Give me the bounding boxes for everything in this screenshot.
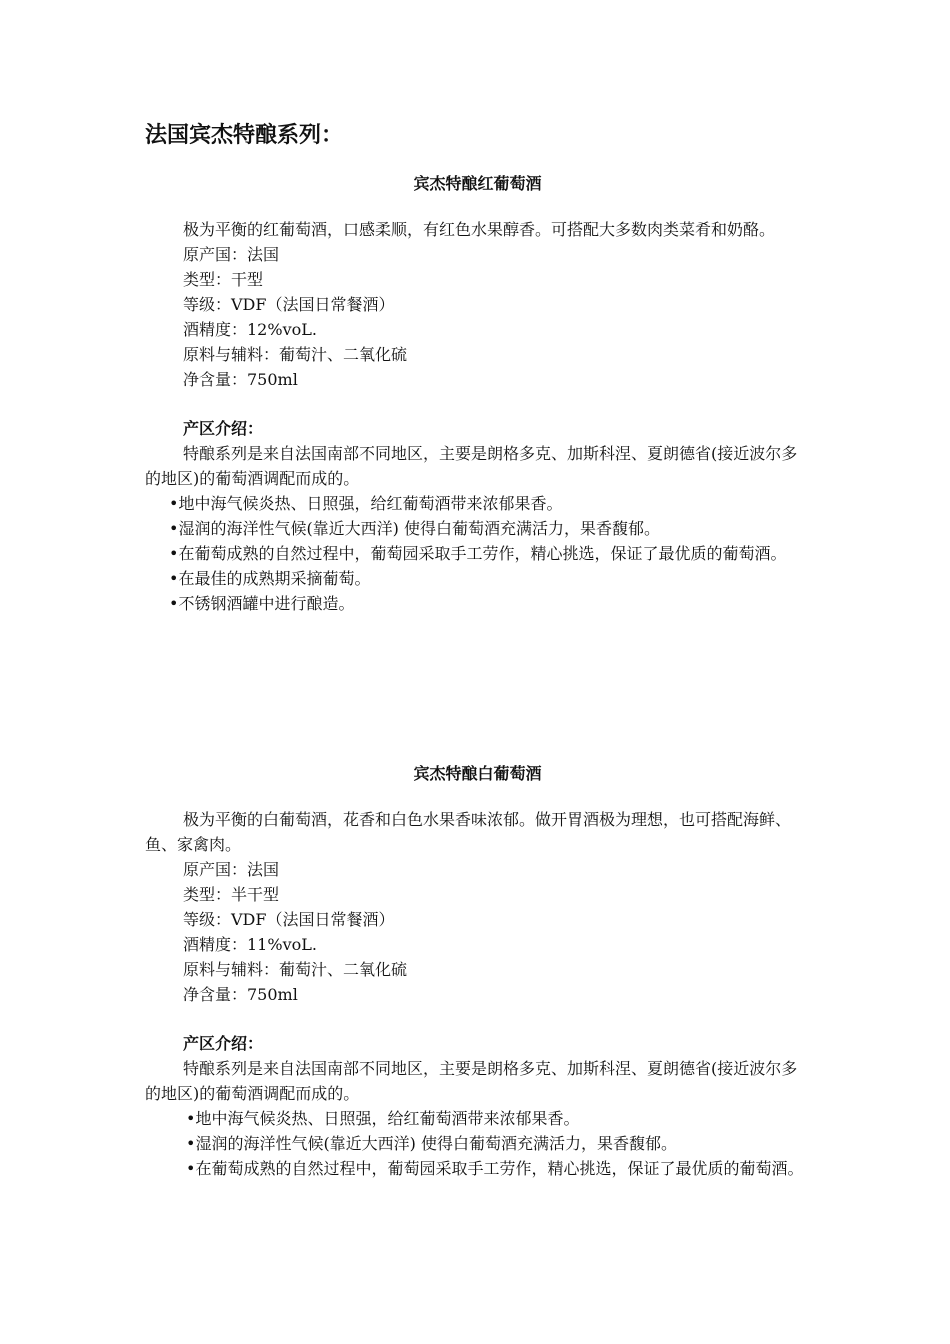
spec-ingredients: 原料与辅料：葡萄汁、二氧化硫 [183,345,408,364]
region-bullet: •不锈钢酒罐中进行酿造。 [169,594,355,613]
product-description: 极为平衡的红葡萄酒，口感柔顺，有红色水果醇香。可搭配大多数肉类菜肴和奶酪。 [183,220,776,239]
region-heading: 产区介绍： [183,419,264,438]
product-title: 宾杰特酿红葡萄酒 [413,174,542,193]
region-heading: 产区介绍： [183,1034,264,1053]
spec-origin: 原产国：法国 [183,860,280,879]
spec-grade: 等级：VDF（法国日常餐酒） [183,910,395,929]
product-section-red [145,172,810,616]
region-bullet: •湿润的海洋性气候(靠近大西洋) 使得白葡萄酒充满活力，果香馥郁。 [186,1134,678,1153]
spec-grade: 等级：VDF（法国日常餐酒） [183,295,395,314]
spec-ingredients: 原料与辅料：葡萄汁、二氧化硫 [183,960,408,979]
product-description: 极为平衡的白葡萄酒，花香和白色水果香味浓郁。做开胃酒极为理想，也可搭配海鲜、鱼、家禽肉。 [145,810,792,854]
product-title: 宾杰特酿白葡萄酒 [413,764,542,783]
region-intro: 特酿系列是来自法国南部不同地区，主要是朗格多克、加斯科涅、夏朗德省(接近波尔多的地区)的葡萄酒调配而成的。 [145,444,798,488]
spec-type: 类型：干型 [183,270,264,289]
region-bullet: •湿润的海洋性气候(靠近大西洋) 使得白葡萄酒充满活力，果香馥郁。 [169,519,661,538]
region-bullet: •在葡萄成熟的自然过程中，葡萄园采取手工劳作，精心挑选，保证了最优质的葡萄酒。 [186,1159,804,1178]
spec-alcohol: 酒精度：12%voL. [183,320,317,339]
spec-volume: 净含量：750ml [183,985,298,1004]
spec-volume: 净含量：750ml [183,370,298,389]
document-title: 法国宾杰特酿系列： [145,123,344,148]
region-bullet: •地中海气候炎热、日照强，给红葡萄酒带来浓郁果香。 [186,1109,580,1128]
region-intro: 特酿系列是来自法国南部不同地区，主要是朗格多克、加斯科涅、夏朗德省(接近波尔多的地区)的葡萄酒调配而成的。 [145,1059,798,1103]
spec-alcohol: 酒精度：11%voL. [183,935,317,954]
region-bullet: •在最佳的成熟期采摘葡萄。 [169,569,371,588]
spec-origin: 原产国：法国 [183,245,280,264]
spec-type: 类型：半干型 [183,885,280,904]
region-bullet: •地中海气候炎热、日照强，给红葡萄酒带来浓郁果香。 [169,494,563,513]
region-bullet: •在葡萄成熟的自然过程中，葡萄园采取手工劳作，精心挑选，保证了最优质的葡萄酒。 [169,544,787,563]
product-section-white [145,762,810,1181]
